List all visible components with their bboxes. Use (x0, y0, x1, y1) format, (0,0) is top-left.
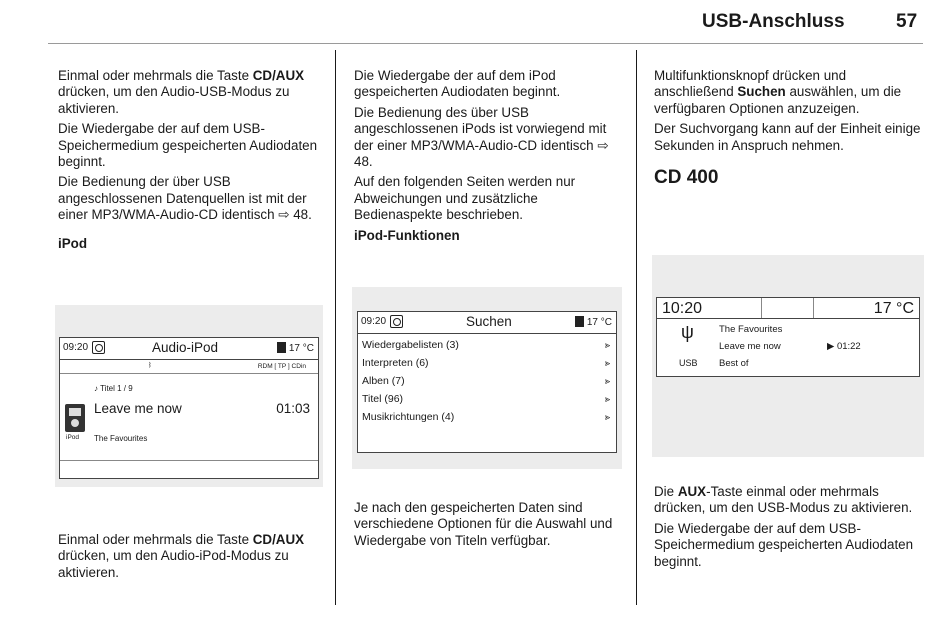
chevron-right-icon: ⪢ (604, 394, 610, 404)
cd400-temperature: 17 °C (873, 300, 914, 317)
ipod-screen-figure (55, 305, 323, 487)
section-title: USB-Anschluss (702, 11, 845, 32)
column-2 (354, 68, 622, 248)
col1-paragraph-4: Einmal oder mehrmals die Taste CD/AUX drücken, um den Audio-iPod-Modus zu aktivieren. (58, 532, 305, 580)
col3-paragraph-2: Der Suchvorgang kann auf der Einheit einige Sekunden in Anspruch nehmen. (654, 121, 921, 153)
cd400-header-rule (657, 318, 919, 319)
page-number: 57 (896, 11, 918, 32)
page-header (0, 8, 950, 38)
col1-paragraph-1: Einmal oder mehrmals die Taste CD/AUX drücken, um den Audio-USB-Modus zu aktivieren. (58, 68, 305, 116)
ipod-track-number: ♪ Titel 1 / 9 (94, 384, 133, 393)
column-1-bottom (58, 532, 326, 585)
ipod-clock-time: 09:20 (63, 342, 89, 353)
col2-paragraph-3: Auf den folgenden Seiten werden nur Abweichungen und zusätzliche Bedienaspekte beschrieben. (354, 174, 576, 223)
list-item[interactable]: Interpreten (6) ⪢ (358, 354, 616, 372)
ipod-info-row (60, 360, 318, 374)
col1-paragraph-3: Die Bedienung der über USB angeschlossenen Datenquellen ist mit der einer MP3/WMA-Audio-CD identisch ⇨ 48. (58, 174, 312, 223)
list-item[interactable]: Alben (7) ⪢ (358, 372, 616, 390)
clock-icon (390, 315, 403, 328)
ipod-status-bar (60, 338, 318, 360)
ipod-screen-title: Audio-iPod (152, 340, 219, 355)
search-options-list (358, 336, 616, 426)
search-screen (357, 311, 617, 453)
column-divider-1 (335, 50, 336, 605)
cd400-clock-time: 10:20 (662, 300, 703, 317)
ipod-bottom-divider (60, 460, 318, 461)
search-status-bar (358, 312, 616, 334)
chevron-right-icon: ⪢ (604, 412, 610, 422)
ipod-functions-heading: iPod-Funktionen (354, 227, 460, 243)
usb-icon: ψ (681, 322, 694, 342)
cd400-play-time: ▶ 01:22 (827, 341, 861, 352)
col3-paragraph-3: Die AUX-Taste einmal oder mehrmals drücken, um den USB-Modus zu aktivieren. (654, 484, 913, 516)
cd400-album: The Favourites (719, 324, 783, 335)
column-1 (58, 68, 326, 256)
cd400-song: Leave me now (719, 341, 781, 352)
col3-paragraph-1: Multifunktionsknopf drücken und anschließend Suchen auswählen, um die verfügbaren Optionen anzuzeigen. (654, 68, 902, 116)
col2-paragraph-1: Die Wiedergabe der auf dem iPod gespeicherten Audiodaten beginnt. (354, 68, 561, 100)
column-3 (654, 68, 924, 189)
column-3-bottom (654, 484, 924, 574)
ipod-screen (59, 337, 319, 479)
column-2-bottom (354, 500, 622, 553)
thermometer-icon (277, 342, 286, 353)
ipod-temperature: 17 °C (277, 342, 314, 354)
col1-paragraph-2: Die Wiedergabe der auf dem USB-Speichermedium gespeicherten Audiodaten beginnt. (58, 121, 318, 170)
ipod-song-title: Leave me now (94, 401, 182, 416)
cd400-divider (813, 298, 814, 318)
cd400-usb-label: USB (679, 358, 698, 368)
list-item[interactable]: Wiedergabelisten (3) ⪢ (358, 336, 616, 354)
search-screen-figure (352, 287, 622, 469)
ipod-source-label: iPod (66, 434, 80, 441)
cd400-screen-figure (652, 255, 924, 457)
chevron-right-icon: ⪢ (604, 376, 610, 386)
list-item[interactable]: Musikrichtungen (4) ⪢ (358, 408, 616, 426)
list-item[interactable]: Titel (96) ⪢ (358, 390, 616, 408)
ipod-album-name: The Favourites (94, 434, 148, 443)
col3-paragraph-4: Die Wiedergabe der auf dem USB-Speichermedium gespeicherten Audiodaten beginnt. (654, 520, 914, 569)
ipod-elapsed-time: 01:03 (276, 401, 310, 416)
chevron-right-icon: ⪢ (604, 358, 610, 368)
cd400-heading: CD 400 (654, 167, 719, 189)
search-temperature: 17 °C (575, 316, 612, 328)
bluetooth-icon: ᛒ (148, 362, 152, 369)
column-divider-2 (636, 50, 637, 605)
col2-paragraph-2: Die Bedienung des über USB angeschlossenen iPods ist vorwiegend mit der einer MP3/WMA-Audio-CD identisch ⇨ 48. (354, 104, 609, 170)
thermometer-icon (575, 316, 584, 327)
search-screen-title: Suchen (466, 314, 512, 329)
header-divider (48, 43, 923, 44)
cd400-artist: Best of (719, 358, 749, 369)
cd400-screen (656, 297, 920, 377)
cd400-divider (761, 298, 762, 318)
col2-paragraph-4: Je nach den gespeicherten Daten sind verschiedene Optionen für die Auswahl und Wiedergabe von Titeln verfügbar. (354, 500, 613, 548)
ipod-device-icon (65, 404, 85, 432)
ipod-status-flags: RDM [ TP ] CDin (257, 363, 306, 370)
search-clock-time: 09:20 (361, 316, 387, 327)
chevron-right-icon: ⪢ (604, 340, 610, 350)
clock-icon (92, 341, 105, 354)
ipod-heading: iPod (58, 235, 88, 251)
